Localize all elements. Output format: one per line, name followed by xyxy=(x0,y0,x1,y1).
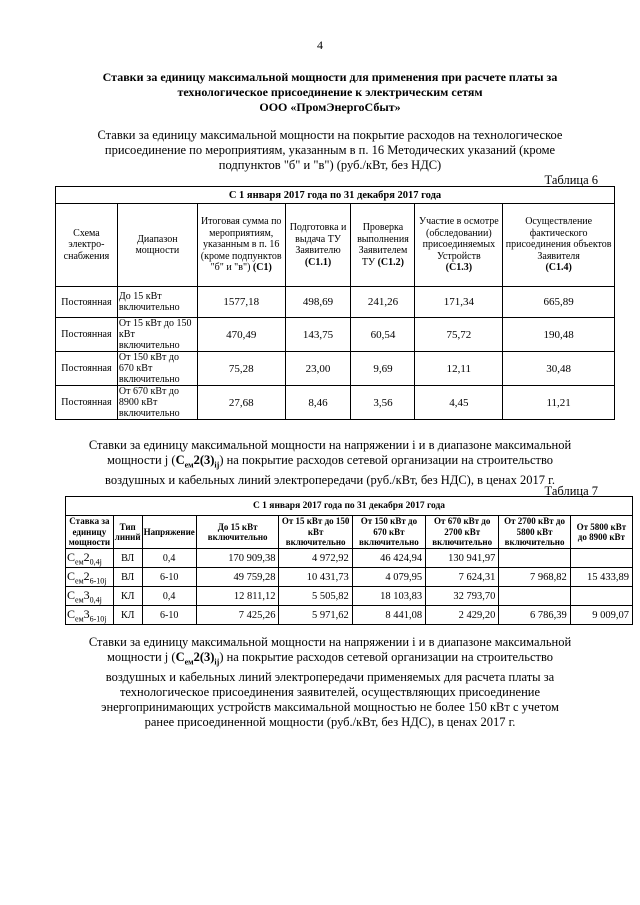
paragraph-line: подпунктов "б" и "в") (руб./кВт, без НДС) xyxy=(218,158,442,172)
cell-scheme: Постоянная xyxy=(56,318,118,352)
cell-range: От 670 кВт до 8900 кВт включительно xyxy=(117,386,197,420)
header-range-2: От 15 кВт до 150 кВт включительно xyxy=(279,516,352,549)
header-scheme: Схема электро-снабжения xyxy=(56,204,118,287)
cell-rate xyxy=(66,606,114,625)
cell-c12: 3,56 xyxy=(351,386,415,420)
paragraph-line: Ставки за единицу максимальной мощности на напряжении i и в диапазоне максимальной xyxy=(88,635,572,649)
cell-value: 7 624,31 xyxy=(426,568,499,587)
header-inspect-code: (С1.3) xyxy=(445,262,473,274)
cell-value: 7 968,82 xyxy=(499,568,570,587)
cell-c11: 498,69 xyxy=(285,287,351,318)
cell-value: 6 786,39 xyxy=(499,606,570,625)
table-row xyxy=(56,386,615,420)
table7-label: Таблица 7 xyxy=(544,484,598,498)
cell-c12: 241,26 xyxy=(351,287,415,318)
cell-type: КЛ xyxy=(113,606,142,625)
cell-c13: 4,45 xyxy=(415,386,503,420)
cell-c1: 470,49 xyxy=(197,318,285,352)
rate-symbol xyxy=(175,650,220,667)
rate-index: 0,4j xyxy=(89,557,102,567)
paragraph-line: технологическое присоединения заявителей, осуществляющих присоединение xyxy=(119,684,541,699)
paragraph-line: ранее присоединенной мощности (руб./кВт, без НДС), в ценах 2017 г. xyxy=(144,714,516,729)
paragraph-line xyxy=(80,650,580,670)
rate-symbol-code: 2(3) xyxy=(193,453,215,467)
text-fragment: мощности j ( xyxy=(106,650,176,664)
table-row xyxy=(66,606,633,625)
cell-c14: 190,48 xyxy=(503,318,615,352)
table-row xyxy=(66,587,633,606)
header-total-text: Итоговая сумма по мероприятиям, указанным в п. 16 (кроме подпунктов "б" и "в") xyxy=(200,216,282,274)
rate-symbol-code: 2(3) xyxy=(193,650,215,664)
paragraph-line: воздушных и кабельных линий электропередачи применяемых для расчета платы за xyxy=(105,669,555,684)
cell-voltage: 6-10 xyxy=(142,606,196,625)
rate-letter: С xyxy=(67,549,76,564)
cell-value xyxy=(570,587,632,606)
cell-value: 4 079,95 xyxy=(352,568,425,587)
cell-scheme: Постоянная xyxy=(56,352,118,386)
cell-type: КЛ xyxy=(113,587,142,606)
cell-value: 130 941,97 xyxy=(426,549,499,568)
document-title xyxy=(60,70,600,115)
cell-type: ВЛ xyxy=(113,549,142,568)
cell-c12: 60,54 xyxy=(351,318,415,352)
header-range-4: От 670 кВт до 2700 кВт включительно xyxy=(426,516,499,549)
table-6 xyxy=(55,186,615,420)
rate-letter: С xyxy=(67,606,76,621)
cell-range: От 15 кВт до 150 кВт включительно xyxy=(117,318,197,352)
cell-c11: 143,75 xyxy=(285,318,351,352)
rate-symbol xyxy=(175,453,220,470)
rate-symbol-letter: С xyxy=(175,650,185,664)
cell-value xyxy=(499,549,570,568)
title-line: технологическое присоединение к электрическим сетям xyxy=(177,85,483,99)
cell-rate xyxy=(66,568,114,587)
title-line: Ставки за единицу максимальной мощности для применения при расчете платы за xyxy=(102,70,558,84)
rate-index: 6-10j xyxy=(89,576,107,586)
table7-description xyxy=(80,438,580,488)
header-actual-code: (С1.4) xyxy=(545,262,572,274)
rate-index: 0,4j xyxy=(89,595,102,605)
header-range: Диапазон мощности xyxy=(117,204,197,287)
table7-period: С 1 января 2017 года по 31 декабря 2017 года xyxy=(66,497,633,516)
header-check-code: (С1.2) xyxy=(377,256,404,268)
cell-value xyxy=(499,587,570,606)
rate-sub: ем xyxy=(75,614,84,624)
header-range-6: От 5800 кВт до 8900 кВт xyxy=(570,516,632,549)
cell-c1: 1577,18 xyxy=(197,287,285,318)
cell-rate xyxy=(66,587,114,606)
cell-value: 4 972,92 xyxy=(279,549,352,568)
cell-voltage: 0,4 xyxy=(142,587,196,606)
header-line-type: Тип линий xyxy=(113,516,142,549)
rate-sub: ем xyxy=(75,557,84,567)
rate-symbol-index: ij xyxy=(214,657,220,667)
header-prep-text: Подготовка и выдача ТУ Заявителю xyxy=(289,222,347,256)
text-fragment: ) на покрытие расходов сетевой организации на строительство xyxy=(219,650,554,664)
rate-symbol-index: ij xyxy=(214,460,220,470)
cell-value: 49 759,28 xyxy=(196,568,279,587)
text-fragment: ) на покрытие расходов сетевой организации на строительство xyxy=(219,453,554,467)
cell-value: 10 431,73 xyxy=(279,568,352,587)
rate-index: 6-10j xyxy=(89,614,107,624)
cell-value: 8 441,08 xyxy=(352,606,425,625)
header-rate: Ставка за единицу мощности xyxy=(66,516,114,549)
cell-value: 170 909,38 xyxy=(196,549,279,568)
header-total-code: (С1) xyxy=(252,262,272,274)
cell-value: 46 424,94 xyxy=(352,549,425,568)
cell-voltage: 6-10 xyxy=(142,568,196,587)
header-actual-text: Осуществление фактического присоединения объектов Заявителя xyxy=(505,216,612,262)
header-range-1: До 15 кВт включительно xyxy=(196,516,279,549)
cell-value: 18 103,83 xyxy=(352,587,425,606)
header-voltage: Напряжение xyxy=(142,516,196,549)
table-row xyxy=(56,287,615,318)
rate-sub: ем xyxy=(75,595,84,605)
cell-value: 32 793,70 xyxy=(426,587,499,606)
rate-mid: 3 xyxy=(83,587,90,602)
rate-symbol-sub: ем xyxy=(184,460,194,470)
header-prep xyxy=(285,204,351,287)
cell-scheme: Постоянная xyxy=(56,386,118,420)
rate-sub: ем xyxy=(75,576,84,586)
cell-voltage: 0,4 xyxy=(142,549,196,568)
text-fragment: мощности j ( xyxy=(106,453,176,467)
header-total xyxy=(197,204,285,287)
cell-value: 12 811,12 xyxy=(196,587,279,606)
table-row xyxy=(66,568,633,587)
table6-label: Таблица 6 xyxy=(544,173,598,187)
cell-value: 5 505,82 xyxy=(279,587,352,606)
table6-period: С 1 января 2017 года по 31 декабря 2017 года xyxy=(56,187,615,204)
closing-paragraph xyxy=(80,635,580,730)
cell-value: 9 009,07 xyxy=(570,606,632,625)
cell-range: От 150 кВт до 670 кВт включительно xyxy=(117,352,197,386)
page-number: 4 xyxy=(317,38,323,52)
table6-header-row xyxy=(56,204,615,287)
cell-value: 7 425,26 xyxy=(196,606,279,625)
header-prep-code: (С1.1) xyxy=(304,256,332,268)
cell-c13: 75,72 xyxy=(415,318,503,352)
rate-symbol-sub: ем xyxy=(184,657,194,667)
cell-c13: 171,34 xyxy=(415,287,503,318)
cell-rate xyxy=(66,549,114,568)
header-range-5: От 2700 кВт до 5800 кВт включительно xyxy=(499,516,570,549)
rate-letter: С xyxy=(67,587,76,602)
cell-c14: 30,48 xyxy=(503,352,615,386)
header-check xyxy=(351,204,415,287)
cell-value: 15 433,89 xyxy=(570,568,632,587)
cell-type: ВЛ xyxy=(113,568,142,587)
header-actual xyxy=(503,204,615,287)
cell-c1: 27,68 xyxy=(197,386,285,420)
header-inspect xyxy=(415,204,503,287)
cell-c11: 8,46 xyxy=(285,386,351,420)
header-inspect-text: Участие в осмотре (обследовании) присоединяемых Устройств xyxy=(419,216,499,262)
cell-c13: 12,11 xyxy=(415,352,503,386)
paragraph-line: воздушных и кабельных линий электропередачи (руб./кВт, без НДС), в ценах 2017 г. xyxy=(105,472,555,487)
table-7 xyxy=(65,496,633,625)
header-range-3: От 150 кВт до 670 кВт включительно xyxy=(352,516,425,549)
cell-scheme: Постоянная xyxy=(56,287,118,318)
table7-header-row xyxy=(66,516,633,549)
cell-value xyxy=(570,549,632,568)
table-row xyxy=(56,318,615,352)
rate-mid: 3 xyxy=(83,606,90,621)
paragraph-line: энергопринимающих устройств максимальной мощностью не более 150 кВт с учетом xyxy=(101,699,559,714)
cell-c14: 11,21 xyxy=(503,386,615,420)
rate-letter: С xyxy=(67,568,76,583)
rate-mid: 2 xyxy=(83,568,90,583)
header-check-text: Проверка выполнения Заявителем ТУ xyxy=(357,222,409,268)
cell-c11: 23,00 xyxy=(285,352,351,386)
cell-value: 2 429,20 xyxy=(426,606,499,625)
paragraph-line: Ставки за единицу максимальной мощности на напряжении i и в диапазоне максимальной xyxy=(88,438,572,452)
cell-c1: 75,28 xyxy=(197,352,285,386)
cell-range: До 15 кВт включительно xyxy=(117,287,197,318)
table-row xyxy=(56,352,615,386)
table-row xyxy=(66,549,633,568)
paragraph-line: присоединение по мероприятиям, указанным в п. 16 Методических указаний (кроме xyxy=(104,143,556,157)
cell-value: 5 971,62 xyxy=(279,606,352,625)
paragraph-line: Ставки за единицу максимальной мощности на покрытие расходов на технологическое xyxy=(97,128,563,142)
rate-mid: 2 xyxy=(83,549,90,564)
title-line: ООО «ПромЭнергоСбыт» xyxy=(259,100,401,114)
cell-c12: 9,69 xyxy=(351,352,415,386)
table6-description xyxy=(80,128,580,173)
cell-c14: 665,89 xyxy=(503,287,615,318)
rate-symbol-letter: С xyxy=(175,453,185,467)
paragraph-line xyxy=(80,453,580,473)
